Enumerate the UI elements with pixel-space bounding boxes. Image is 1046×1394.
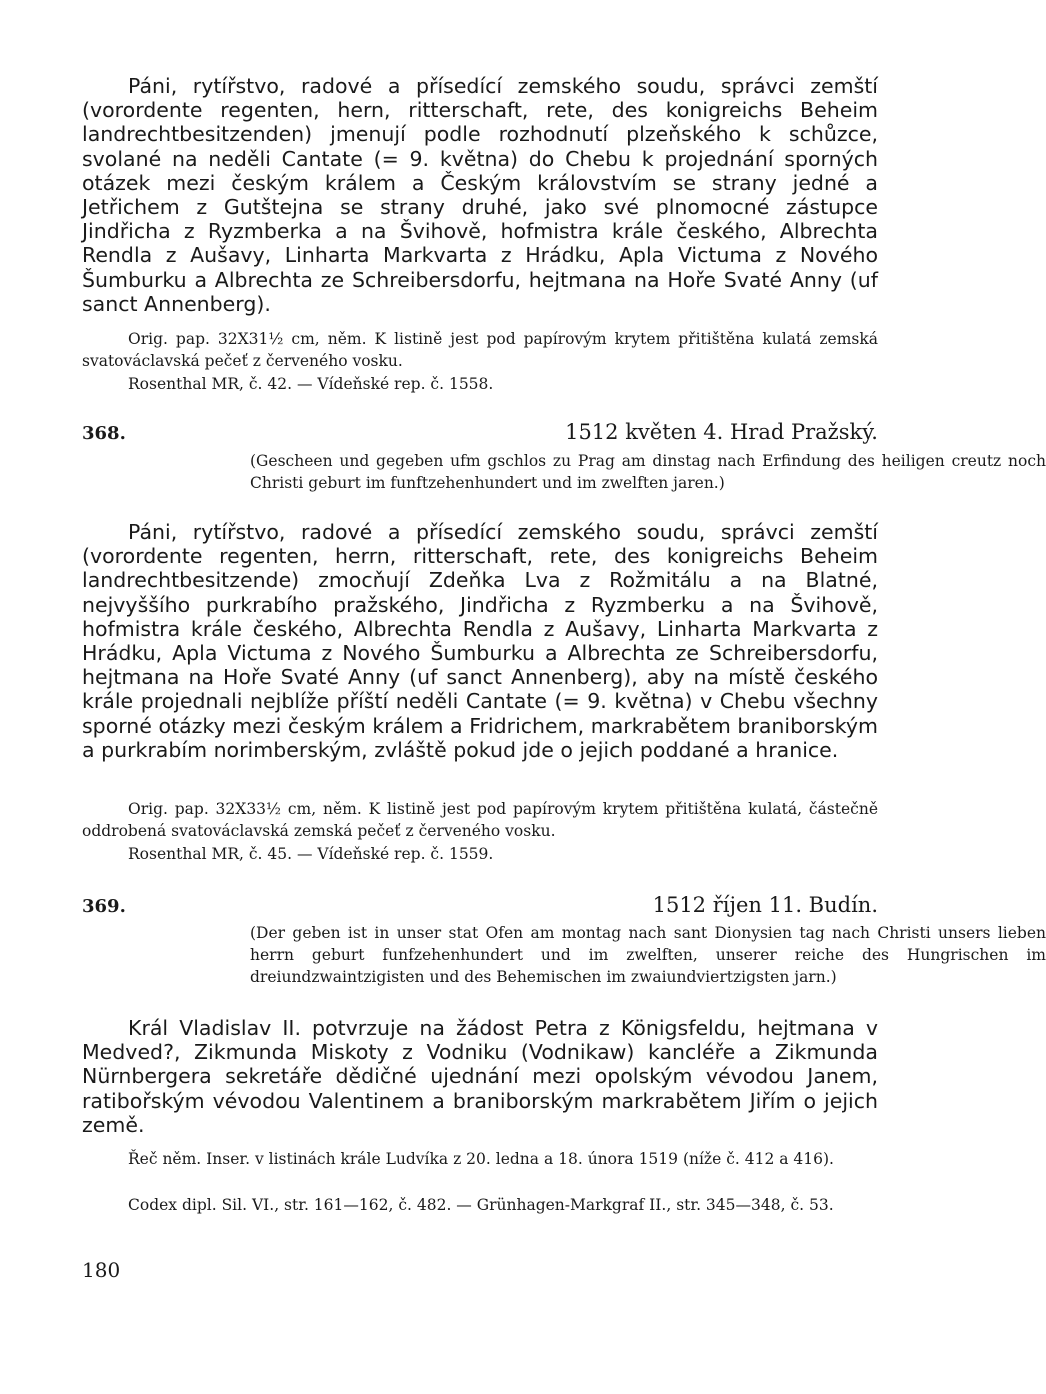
entry-368-orig-note: Orig. pap. 32X33½ cm, něm. K listině jest pod papírovým krytem přitištěna kulatá, částečně oddrobená svatováclavská zemská pečeť z červeného vosku.: [82, 800, 878, 840]
entry-367-body: Páni, rytířstvo, radové a přísedící zemského soudu, správci zemští (vorordente regenten, hern, ritterschaft, rete, des konigreichs Beheim landrechtbesitzenden) jmenují podle rozhodnutí plzeňského k schůzce, svolané na neděli Cantate (= 9. května) do Chebu k projednání sporných otázek mezi českým králem a Českým královstvím se strany jedné a Jetřichem z Gutštejna se strany druhé, jako své plnomocné zástupce Jindřicha z Ryzmberka a na Švihově, hofmistra krále českého, Albrechta Rendla z Aušavy, Linharta Markvarta z Hrádku, Apla Victuma z Nového Šumburku a Albrechta ze Schreibersdorfu, hejtmana na Hoře Svaté Anny (uf sanct Annenberg).: [82, 74, 878, 316]
entry-369-body: Král Vladislav II. potvrzuje na žádost Petra z Königsfeldu, hejtmana v Medved?, Zikmunda Miskoty z Vodniku (Vodnikaw) kancléře a Zikmunda Nürnbergera sekretáře dědičné ujednání mezi opolským vévodou Janem, ratibořským vévodou Valentinem a braniborským markrabětem Jiřím o jejich země.: [82, 1016, 878, 1137]
entry-369-language-note: Řeč něm. Inser. v listinách krále Ludvíka z 20. ledna a 18. února 1519 (níže č. 412 a 416).: [128, 1150, 834, 1168]
entry-369-heading: [82, 893, 878, 917]
entry-368-reference: Rosenthal MR, č. 45. — Vídeňské rep. č. 1559.: [128, 845, 494, 863]
entry-367-reference: Rosenthal MR, č. 42. — Vídeňské rep. č. 1558.: [128, 375, 494, 393]
entry-368-heading: [82, 420, 878, 444]
entry-369-quote: (Der geben ist in unser stat Ofen am montag nach sant Dionysien tag nach Christi unsers lieben herrn geburt funfzehenhundert und im zwelften, unserer reiche des Hungrischen im dreiundzwaintzigisten und des Behemischen im zwaiundviertzigsten jarn.): [250, 924, 1046, 986]
entry-367-orig-note: Orig. pap. 32X31½ cm, něm. K listině jest pod papírovým krytem přitištěna kulatá zemská svatováclavská pečeť z červeného vosku.: [82, 330, 878, 370]
entry-368-number: 368.: [82, 423, 126, 444]
entry-369-number: 369.: [82, 896, 126, 917]
entry-369-literature-note: Codex dipl. Sil. VI., str. 161—162, č. 482. — Grünhagen-Markgraf II., str. 345—348, č. 53.: [128, 1196, 834, 1214]
entry-368-quote: (Gescheen und gegeben ufm gschlos zu Prag am dinstag nach Erfindung des heiligen creutz noch Christi geburt im funftzehenhundert und im zwelften jaren.): [250, 452, 1046, 492]
entry-368-dateplace: 1512 květen 4. Hrad Pražský.: [565, 420, 878, 444]
page-number: 180: [82, 1258, 121, 1282]
entry-369-dateplace: 1512 říjen 11. Budín.: [652, 893, 878, 917]
entry-368-body: Páni, rytířstvo, radové a přísedící zemského soudu, správci zemští (vorordente regenten, herrn, ritterschaft, rete, des konigreichs Beheim landrechtbesitzende) zmocňují Zdeňka Lva z Rožmitálu a na Blatné, nejvyššího purkrabího pražského, Jindřicha z Ryzmberku a na Švihově, hofmistra krále českého, Albrechta Rendla z Aušavy, Linharta Markvarta z Hrádku, Apla Victuma z Nového Šumburku a Albrechta ze Schreibersdorfu, hejtmana na Hoře Svaté Anny (uf sanct Annenberg), aby na místě českého krále projednali nejblíže příští neděli Cantate (= 9. května) v Chebu všechny sporné otázky mezi českým králem a Fridrichem, markrabětem braniborským a purkrabím norimberským, zvláště pokud jde o jejich poddané a hranice.: [82, 520, 878, 762]
